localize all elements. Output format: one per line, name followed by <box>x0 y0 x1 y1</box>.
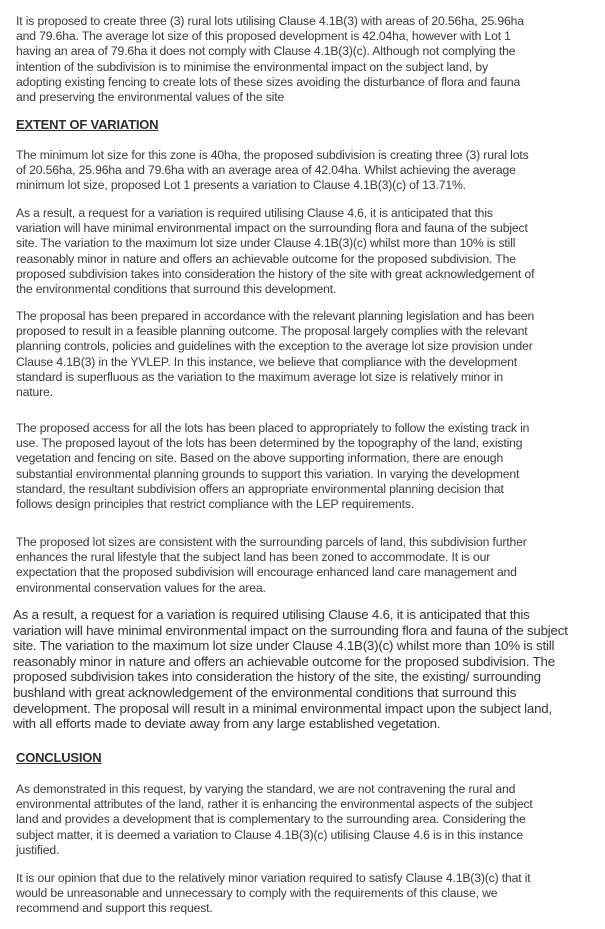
variation-request-extended-paragraph <box>13 607 568 732</box>
text-line: As a result, a request for a variation is required utilising Clause 4.6, it is anticipated that this <box>16 206 493 220</box>
text-line: and preserving the environmental values of the site <box>16 90 285 105</box>
text-line: variation will have minimal environmental impact on the surrounding flora and fauna of the subject <box>13 622 568 638</box>
conclusion-paragraph <box>16 782 533 858</box>
text-line: follows design principles that restrict compliance with the LEP requirements. <box>16 497 415 512</box>
text-line: site. The variation to the maximum lot size under Clause 4.1B(3)(c) whilst more than 10% is still <box>13 638 555 654</box>
text-line: proposed subdivision takes into consideration the history of the site with great acknowledgement of <box>16 266 535 281</box>
text-line: the environmental conditions that surround this development. <box>16 282 337 297</box>
text-line: site. The variation to the maximum lot size under Clause 4.1B(3)(c) whilst more than 10% is still <box>16 236 516 251</box>
text-line: enhances the rural lifestyle that the subject land has been zoned to accommodate. It is our <box>16 550 491 565</box>
text-line: minimum lot size, proposed Lot 1 presents a variation to Clause 4.1B(3)(c) of 13.71%. <box>16 178 466 193</box>
text-line: bushland with great acknowledgement of the environmental conditions that surround this <box>13 684 517 700</box>
text-line: As demonstrated in this request, by varying the standard, we are not contravening the rural and <box>16 782 516 796</box>
text-line: development. The proposal will result in a minimal environmental impact upon the subject land, <box>13 700 552 716</box>
text-line: use. The proposed layout of the lots has been determined by the topography of the land, existing <box>16 436 523 451</box>
text-line: land and provides a development that is complementary to the surrounding area. Considering the <box>16 812 526 827</box>
intro-paragraph <box>16 14 524 105</box>
lot-sizes-paragraph <box>16 535 527 596</box>
access-layout-paragraph <box>16 421 529 512</box>
text-line: planning controls, policies and guidelines with the exception to the average lot size provision under <box>16 339 533 354</box>
text-line: expectation that the proposed subdivision will encourage enhanced land care management and <box>16 565 517 580</box>
text-line: adopting existing fencing to create lots of these sizes avoiding the disturbance of flora and fauna <box>16 74 521 89</box>
text-line: intention of the subdivision is to minimise the environmental impact on the subject land, by <box>16 59 488 74</box>
text-line: The minimum lot size for this zone is 40ha, the proposed subdivision is creating three (3) rural lots <box>16 148 529 162</box>
text-line: It is our opinion that due to the relatively minor variation required to satisfy Clause 4.1B(3)(c) that it <box>16 871 531 885</box>
text-line: As a result, a request for a variation is required utilising Clause 4.6, it is anticipated that this <box>13 607 530 622</box>
text-line: justified. <box>16 842 60 857</box>
text-line: subject matter, it is deemed a variation to Clause 4.1B(3)(c) utilising Clause 4.6 is in this instance <box>16 827 523 842</box>
text-line: It is proposed to create three (3) rural lots utilising Clause 4.1B(3) with areas of 20.56ha, 25.96ha <box>16 14 524 28</box>
variation-request-paragraph <box>16 206 534 297</box>
text-line: standard is superfluous as the variation to the maximum average lot size is relatively minor in <box>16 369 504 384</box>
text-line: proposed subdivision takes into consideration the history of the site, the existing/ surrounding <box>13 669 541 685</box>
text-line: environmental attributes of the land, rather it is enhancing the environmental aspects of the subject <box>16 797 533 812</box>
heading-conclusion: CONCLUSION <box>16 750 102 765</box>
opinion-paragraph <box>16 871 531 917</box>
heading-extent-of-variation: EXTENT OF VARIATION <box>16 117 159 132</box>
text-line: environmental conservation values for the area. <box>16 580 266 595</box>
text-line: standard, the resultant subdivision offers an appropriate environmental planning decision that <box>16 481 504 496</box>
text-line: reasonably minor in nature and offers an achievable outcome for the proposed subdivision. The <box>13 653 555 669</box>
text-line: vegetation and fencing on site. Based on the above supporting information, there are enough <box>16 451 504 466</box>
text-line: reasonably minor in nature and offers an achievable outcome for the proposed subdivision. The <box>16 251 516 266</box>
text-line: proposed to result in a feasible planning outcome. The proposal largely complies with the relevant <box>16 324 528 339</box>
planning-legislation-paragraph <box>16 309 534 400</box>
text-line: The proposed lot sizes are consistent with the surrounding parcels of land, this subdivision further <box>16 535 527 549</box>
text-line: of 20.56ha, 25.96ha and 79.6ha with an average area of 42.04ha. Whilst achieving the average <box>16 163 516 178</box>
text-line: substantial environmental planning grounds to support this variation. In varying the development <box>16 466 520 481</box>
text-line: recommend and support this request. <box>16 901 213 916</box>
text-line: Clause 4.1B(3) in the YVLEP. In this instance, we believe that compliance with the development <box>16 354 518 369</box>
text-line: would be unreasonable and unnecessary to comply with the requirements of this clause, we <box>16 886 498 901</box>
text-line: The proposal has been prepared in accordance with the relevant planning legislation and has been <box>16 309 535 323</box>
extent-paragraph <box>16 148 529 194</box>
text-line: nature. <box>16 385 53 400</box>
text-line: having an area of 79.6ha it does not comply with Clause 4.1B(3)(c). Although not complying the <box>16 44 516 59</box>
text-line: and 79.6ha. The average lot size of this proposed development is 42.04ha, however with Lot 1 <box>16 29 511 44</box>
text-line: with all efforts made to deviate away from any large established vegetation. <box>13 716 441 732</box>
text-line: variation will have minimal environmental impact on the surrounding flora and fauna of the subject <box>16 221 528 236</box>
text-line: The proposed access for all the lots has been placed to appropriately to follow the existing track in <box>16 421 530 435</box>
